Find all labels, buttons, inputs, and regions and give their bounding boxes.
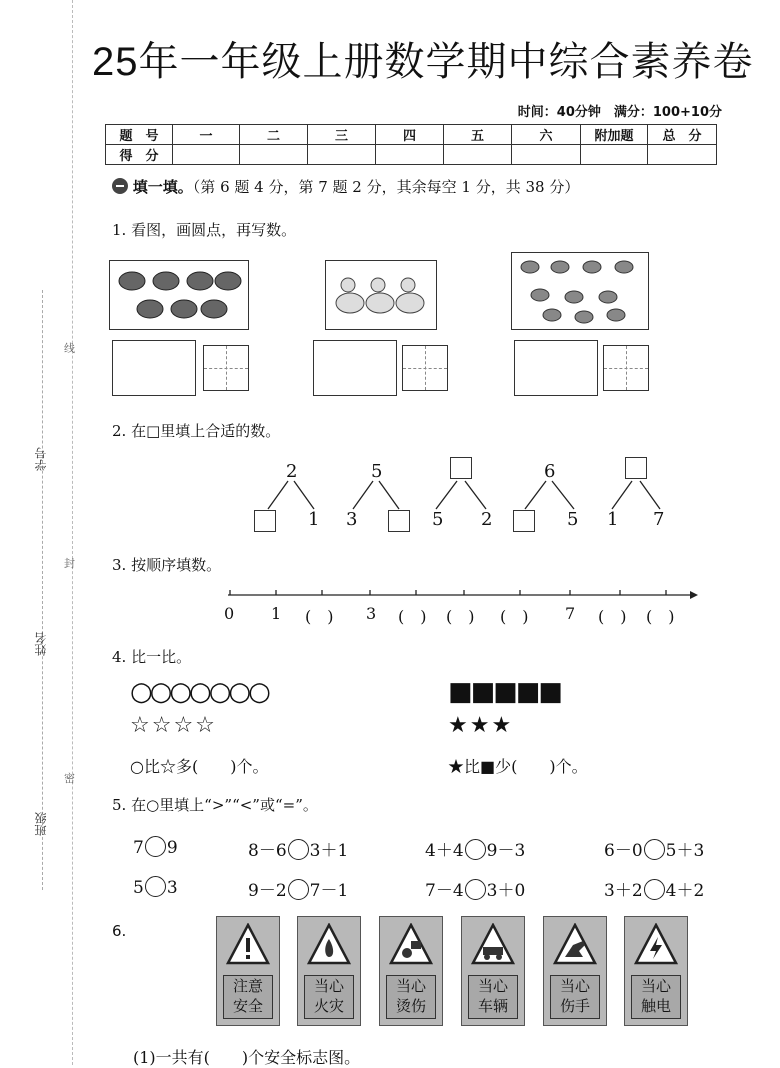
question-6: 6. <box>112 922 127 940</box>
bond-right: 7 <box>653 509 665 530</box>
sign-label-line2: 烫伤 <box>395 997 426 1015</box>
compare-left: 4＋4 <box>425 841 464 861</box>
bond-top: 5 <box>371 461 383 482</box>
sign-label-line2: 伤手 <box>559 997 590 1015</box>
sign-label-line2: 车辆 <box>477 997 508 1015</box>
blank-box[interactable] <box>450 457 472 479</box>
safety-sign[interactable] <box>379 916 443 1026</box>
class-label: 班级 <box>34 812 48 836</box>
score-cell: 四 <box>376 125 444 145</box>
time-info: 时间：40分钟 满分：100+10分 <box>517 105 722 120</box>
ant-picture <box>511 252 649 330</box>
sign-label-line1: 注意 <box>232 977 263 995</box>
student-name-label: 姓名 <box>34 632 48 656</box>
score-input[interactable] <box>444 145 512 165</box>
score-cell: 六 <box>512 125 581 145</box>
student-id-label: 学号 <box>34 447 48 471</box>
circle-row: ○○○○○○○ <box>130 677 268 707</box>
question-3: 3. 按顺序填数。 <box>112 556 222 574</box>
compare-circle[interactable] <box>288 839 309 860</box>
sign-label <box>631 975 681 1019</box>
section-heading <box>112 176 579 197</box>
tick-blank[interactable]: ( ) <box>500 607 529 626</box>
score-input[interactable] <box>581 145 648 165</box>
lightning-icon <box>634 923 678 965</box>
bond-left: 1 <box>607 509 619 530</box>
sign-label-line2: 触电 <box>640 997 671 1015</box>
compare-right: 5＋3 <box>665 841 705 861</box>
bond-top: 2 <box>286 461 298 482</box>
compare-left: 7－4 <box>425 881 464 901</box>
bond-right: 5 <box>567 509 579 530</box>
tick-blank[interactable]: ( ) <box>598 607 627 626</box>
seal-xian: 线 <box>64 342 75 355</box>
question-2 <box>112 420 280 441</box>
seal-mi: 密 <box>64 772 75 785</box>
sign-label <box>550 975 600 1019</box>
blank-box[interactable] <box>254 510 276 532</box>
fire-icon <box>307 923 351 965</box>
compare-circle[interactable] <box>145 876 166 897</box>
question-5: 5. 在○里填上“>”“<”或“=”。 <box>112 796 318 814</box>
tick-label: 1 <box>271 604 282 623</box>
turtle-icon <box>110 261 248 329</box>
compare-circle[interactable] <box>465 839 486 860</box>
compare-right: 4＋2 <box>665 881 705 901</box>
blank-box[interactable] <box>513 510 535 532</box>
score-cell: 附加题 <box>581 125 648 145</box>
safety-sign[interactable] <box>297 916 361 1026</box>
compare-sentence-left: ○比☆多( )个。 <box>130 757 269 776</box>
square-row: ■■■■■ <box>448 677 561 707</box>
compare-left: 9－2 <box>248 881 287 901</box>
score-table <box>105 124 717 165</box>
score-input[interactable] <box>173 145 240 165</box>
sign-label <box>468 975 518 1019</box>
question-1: 1. 看图，画圆点，再写数。 <box>112 221 297 239</box>
name-line <box>42 290 43 890</box>
score-cell: 五 <box>444 125 512 145</box>
compare-left: 8－6 <box>248 841 287 861</box>
seal-feng: 封 <box>64 557 75 570</box>
question-2-text: 2. 在□里填上合适的数。 <box>112 422 281 440</box>
safety-sign[interactable] <box>216 916 280 1026</box>
bond-right: 2 <box>481 509 493 530</box>
compare-right: 9 <box>166 838 178 858</box>
bond-left: 3 <box>346 509 358 530</box>
compare-circle[interactable] <box>145 836 166 857</box>
dot-drawing-box[interactable] <box>313 340 397 396</box>
tick-blank[interactable]: ( ) <box>646 607 675 626</box>
safety-sign[interactable] <box>461 916 525 1026</box>
compare-left: 7 <box>133 838 144 858</box>
sign-label-line1: 当心 <box>395 977 426 995</box>
score-cell: 得 分 <box>106 145 173 165</box>
compare-circle[interactable] <box>465 879 486 900</box>
number-write-grid[interactable] <box>603 345 649 391</box>
score-input[interactable] <box>240 145 308 165</box>
section-minus-icon <box>112 178 128 194</box>
sign-label-line2: 安全 <box>232 997 263 1015</box>
compare-item <box>133 836 178 858</box>
exclamation-icon <box>226 923 270 965</box>
compare-sentence-right: ★比■少( )个。 <box>448 757 588 776</box>
section-title: 填一填。 <box>132 178 193 196</box>
compare-right: 3＋0 <box>486 881 526 901</box>
question-6-sub1: (1)一共有( )个安全标志图。 <box>133 1048 361 1067</box>
sign-label <box>223 975 273 1019</box>
sign-label-line1: 当心 <box>313 977 344 995</box>
compare-item <box>133 876 178 898</box>
score-input[interactable] <box>376 145 444 165</box>
sign-label-line1: 当心 <box>559 977 590 995</box>
number-line <box>220 585 700 605</box>
compare-item <box>604 876 704 901</box>
compare-circle[interactable] <box>644 839 665 860</box>
score-cell: 题 号 <box>106 125 173 145</box>
tick-blank[interactable]: ( ) <box>446 607 475 626</box>
question-4: 4. 比一比。 <box>112 648 192 666</box>
vehicle-icon <box>471 923 515 965</box>
score-cell: 二 <box>240 125 308 145</box>
score-input[interactable] <box>512 145 581 165</box>
score-value-row <box>106 145 717 165</box>
bond-top: 6 <box>544 461 556 482</box>
blank-box[interactable] <box>625 457 647 479</box>
turtle-picture <box>109 260 249 330</box>
sign-label-line2: 火灾 <box>313 997 344 1015</box>
score-cell: 三 <box>308 125 376 145</box>
compare-right: 9－3 <box>486 841 526 861</box>
page-title: 25年一年级上册数学期中综合素养卷 <box>92 40 754 84</box>
compare-left: 6－0 <box>604 841 643 861</box>
bond-right: 1 <box>308 509 320 530</box>
dot-drawing-box[interactable] <box>514 340 598 396</box>
white-star-row: ☆☆☆☆ <box>130 713 217 738</box>
compare-left: 5 <box>133 878 144 898</box>
compare-left: 3＋2 <box>604 881 643 901</box>
bond-left: 5 <box>432 509 444 530</box>
score-cell: 总 分 <box>648 125 717 145</box>
score-cell: 一 <box>173 125 240 145</box>
tick-blank[interactable]: ( ) <box>305 607 334 626</box>
score-input[interactable] <box>648 145 717 165</box>
score-input[interactable] <box>308 145 376 165</box>
blank-box[interactable] <box>388 510 410 532</box>
binding-line <box>72 0 73 1065</box>
duck-picture <box>325 260 437 330</box>
safety-sign[interactable] <box>624 916 688 1026</box>
ant-icon <box>512 253 648 329</box>
compare-right: 7－1 <box>309 881 349 901</box>
compare-circle[interactable] <box>644 879 665 900</box>
tick-label: 3 <box>366 604 377 623</box>
duck-icon <box>326 261 436 329</box>
sign-label <box>386 975 436 1019</box>
burn-icon <box>389 923 433 965</box>
safety-sign[interactable] <box>543 916 607 1026</box>
compare-item <box>425 876 525 901</box>
tick-blank[interactable]: ( ) <box>398 607 427 626</box>
hand-icon <box>553 923 597 965</box>
number-write-grid[interactable] <box>203 345 249 391</box>
section-note: （第 6 题 4 分，第 7 题 2 分，其余每空 1 分，共 38 分） <box>192 178 580 196</box>
compare-item <box>604 836 704 861</box>
compare-item <box>248 876 348 901</box>
score-header-row <box>106 125 717 145</box>
sign-label-line1: 当心 <box>477 977 508 995</box>
compare-circle[interactable] <box>288 879 309 900</box>
compare-item <box>425 836 525 861</box>
black-star-row: ★★★ <box>448 713 514 738</box>
compare-item <box>248 836 348 861</box>
dot-drawing-box[interactable] <box>112 340 196 396</box>
compare-right: 3 <box>166 878 178 898</box>
tick-label: 0 <box>224 604 235 623</box>
sign-label <box>304 975 354 1019</box>
tick-label: 7 <box>565 604 576 623</box>
number-write-grid[interactable] <box>402 345 448 391</box>
sign-label-line1: 当心 <box>640 977 671 995</box>
compare-right: 3＋1 <box>309 841 349 861</box>
